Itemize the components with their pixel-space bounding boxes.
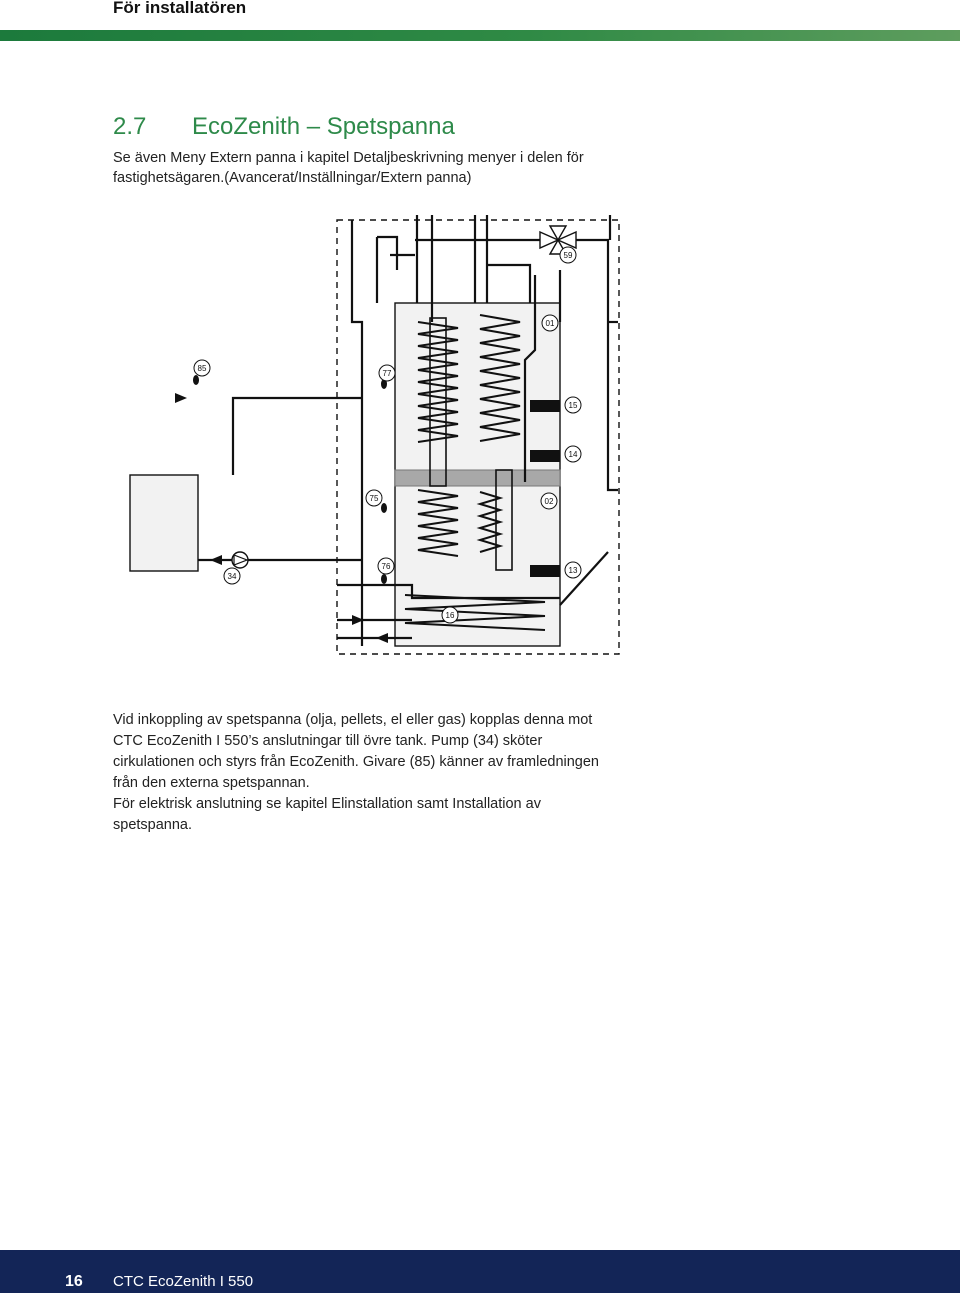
header-bar xyxy=(0,30,960,41)
body-paragraph-1: Vid inkoppling av spetspanna (olja, pellets, el eller gas) kopplas denna mot CTC EcoZenith I 550’s anslutningar till övre tank. Pump (34) sköter cirkulationen och styrs från EcoZenith. Givare (85) känner av framledningen från den externa spetspannan. xyxy=(113,712,599,791)
sensor-probe-icon xyxy=(193,375,387,584)
external-boiler xyxy=(130,475,198,571)
label-14: 14 xyxy=(568,450,578,459)
footer-bar xyxy=(0,1250,960,1293)
section-heading xyxy=(113,113,455,141)
label-13: 13 xyxy=(568,566,578,575)
body-text xyxy=(113,710,613,836)
installation-diagram xyxy=(120,210,635,660)
intro-paragraph: Se även Meny Extern panna i kapitel Detaljbeskrivning menyer i delen för fastighetsägaren.(Avancerat/Inställningar/Extern panna) xyxy=(113,150,584,186)
section-number: 2.7 xyxy=(113,113,147,140)
label-77: 77 xyxy=(382,369,392,378)
footer-product: CTC EcoZenith I 550 xyxy=(113,1273,254,1290)
page-number: 16 xyxy=(65,1273,83,1290)
body-paragraph-2: För elektrisk anslutning se kapitel Elinstallation samt Installation av spetspanna. xyxy=(113,796,541,833)
label-34: 34 xyxy=(227,572,237,581)
running-header: För installatören xyxy=(113,0,247,17)
flow-arrow-icon xyxy=(175,393,388,643)
label-01: 01 xyxy=(545,319,555,328)
label-75: 75 xyxy=(369,494,379,503)
label-02: 02 xyxy=(544,497,554,506)
label-76: 76 xyxy=(381,562,391,571)
section-title: EcoZenith – Spetspanna xyxy=(192,113,455,140)
pump-icon xyxy=(232,552,248,568)
label-59: 59 xyxy=(563,251,573,260)
label-15: 15 xyxy=(568,401,578,410)
tank-divider xyxy=(395,470,560,486)
label-85: 85 xyxy=(197,364,207,373)
label-16: 16 xyxy=(445,611,455,620)
